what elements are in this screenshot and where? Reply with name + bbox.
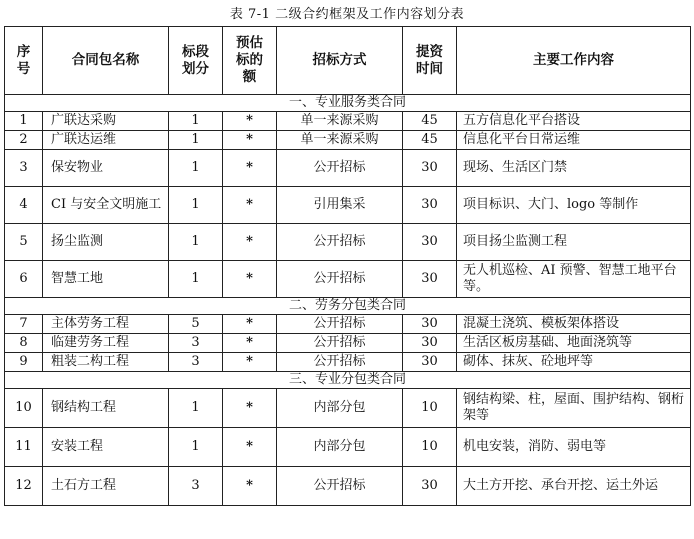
cell-method: 公开招标 xyxy=(277,150,403,187)
header-method: 招标方式 xyxy=(277,27,403,95)
cell-content: 砌体、抹灰、砼地坪等 xyxy=(457,353,691,372)
cell-content: 大土方开挖、承台开挖、运土外运 xyxy=(457,467,691,506)
cell-content: 项目标识、大门、logo 等制作 xyxy=(457,187,691,224)
header-content: 主要工作内容 xyxy=(457,27,691,95)
cell-content: 五方信息化平台搭设 xyxy=(457,112,691,131)
cell-estimate: * xyxy=(223,131,277,150)
cell-name: 安装工程 xyxy=(43,428,169,467)
cell-time: 30 xyxy=(403,187,457,224)
cell-time: 30 xyxy=(403,467,457,506)
cell-content: 钢结构梁、柱，屋面、围护结构、钢桁架等 xyxy=(457,389,691,428)
cell-section: 1 xyxy=(169,261,223,298)
cell-seq: 7 xyxy=(5,315,43,334)
cell-name: 钢结构工程 xyxy=(43,389,169,428)
cell-estimate: * xyxy=(223,112,277,131)
table-caption: 表 7-1 二级合约框架及工作内容划分表 xyxy=(229,7,465,22)
cell-content: 信息化平台日常运维 xyxy=(457,131,691,150)
contract-framework-table xyxy=(4,26,691,506)
cell-section: 1 xyxy=(169,131,223,150)
cell-estimate: * xyxy=(223,224,277,261)
cell-section: 3 xyxy=(169,353,223,372)
cell-content: 无人机巡检、AI 预警、智慧工地平台等。 xyxy=(457,261,691,298)
cell-name: 粗装二构工程 xyxy=(43,353,169,372)
table-row xyxy=(5,131,691,150)
cell-section: 1 xyxy=(169,187,223,224)
cell-method: 公开招标 xyxy=(277,224,403,261)
cell-time: 30 xyxy=(403,353,457,372)
cell-time: 30 xyxy=(403,315,457,334)
cell-time: 45 xyxy=(403,112,457,131)
cell-section: 1 xyxy=(169,112,223,131)
cell-section: 1 xyxy=(169,428,223,467)
cell-estimate: * xyxy=(223,150,277,187)
cell-estimate: * xyxy=(223,467,277,506)
header-name: 合同包名称 xyxy=(43,27,169,95)
cell-content: 现场、生活区门禁 xyxy=(457,150,691,187)
table-row xyxy=(5,334,691,353)
cell-method: 内部分包 xyxy=(277,389,403,428)
cell-method: 内部分包 xyxy=(277,428,403,467)
cell-method: 公开招标 xyxy=(277,261,403,298)
cell-time: 45 xyxy=(403,131,457,150)
cell-name: 扬尘监测 xyxy=(43,224,169,261)
section-row xyxy=(5,372,691,389)
cell-seq: 12 xyxy=(5,467,43,506)
table-row xyxy=(5,467,691,506)
cell-section: 1 xyxy=(169,224,223,261)
cell-estimate: * xyxy=(223,187,277,224)
cell-seq: 5 xyxy=(5,224,43,261)
cell-seq: 1 xyxy=(5,112,43,131)
cell-estimate: * xyxy=(223,353,277,372)
cell-estimate: * xyxy=(223,315,277,334)
section-title: 一、专业服务类合同 xyxy=(5,95,691,112)
table-row xyxy=(5,389,691,428)
section-row xyxy=(5,298,691,315)
cell-name: 保安物业 xyxy=(43,150,169,187)
cell-name: 智慧工地 xyxy=(43,261,169,298)
cell-method: 公开招标 xyxy=(277,315,403,334)
section-row xyxy=(5,95,691,112)
cell-seq: 8 xyxy=(5,334,43,353)
header-seq: 序号 xyxy=(5,27,43,95)
cell-name: 主体劳务工程 xyxy=(43,315,169,334)
cell-content: 生活区板房基础、地面浇筑等 xyxy=(457,334,691,353)
cell-estimate: * xyxy=(223,334,277,353)
cell-seq: 3 xyxy=(5,150,43,187)
cell-name: CI 与安全文明施工 xyxy=(43,187,169,224)
cell-time: 10 xyxy=(403,428,457,467)
cell-method: 公开招标 xyxy=(277,334,403,353)
cell-content: 机电安装，消防、弱电等 xyxy=(457,428,691,467)
cell-name: 土石方工程 xyxy=(43,467,169,506)
table-row xyxy=(5,187,691,224)
cell-name: 广联达运维 xyxy=(43,131,169,150)
cell-section: 3 xyxy=(169,334,223,353)
cell-content: 项目扬尘监测工程 xyxy=(457,224,691,261)
cell-name: 广联达采购 xyxy=(43,112,169,131)
cell-seq: 2 xyxy=(5,131,43,150)
header-row xyxy=(5,27,691,95)
section-title: 三、专业分包类合同 xyxy=(5,372,691,389)
cell-method: 单一来源采购 xyxy=(277,112,403,131)
table-row xyxy=(5,112,691,131)
cell-method: 单一来源采购 xyxy=(277,131,403,150)
cell-time: 30 xyxy=(403,261,457,298)
cell-section: 3 xyxy=(169,467,223,506)
table-row xyxy=(5,150,691,187)
cell-method: 引用集采 xyxy=(277,187,403,224)
header-estimate: 预估标的额 xyxy=(223,27,277,95)
cell-seq: 4 xyxy=(5,187,43,224)
cell-content: 混凝土浇筑、模板架体搭设 xyxy=(457,315,691,334)
cell-seq: 11 xyxy=(5,428,43,467)
header-time: 提资时间 xyxy=(403,27,457,95)
cell-estimate: * xyxy=(223,428,277,467)
cell-name: 临建劳务工程 xyxy=(43,334,169,353)
table-row xyxy=(5,353,691,372)
cell-seq: 9 xyxy=(5,353,43,372)
section-title: 二、劳务分包类合同 xyxy=(5,298,691,315)
cell-section: 1 xyxy=(169,150,223,187)
cell-time: 30 xyxy=(403,224,457,261)
cell-time: 10 xyxy=(403,389,457,428)
cell-time: 30 xyxy=(403,334,457,353)
table-row xyxy=(5,261,691,298)
cell-section: 5 xyxy=(169,315,223,334)
cell-method: 公开招标 xyxy=(277,467,403,506)
cell-seq: 6 xyxy=(5,261,43,298)
table-row xyxy=(5,224,691,261)
cell-estimate: * xyxy=(223,261,277,298)
cell-method: 公开招标 xyxy=(277,353,403,372)
cell-section: 1 xyxy=(169,389,223,428)
cell-estimate: * xyxy=(223,389,277,428)
header-section: 标段划分 xyxy=(169,27,223,95)
table-row xyxy=(5,428,691,467)
cell-seq: 10 xyxy=(5,389,43,428)
cell-time: 30 xyxy=(403,150,457,187)
table-row xyxy=(5,315,691,334)
